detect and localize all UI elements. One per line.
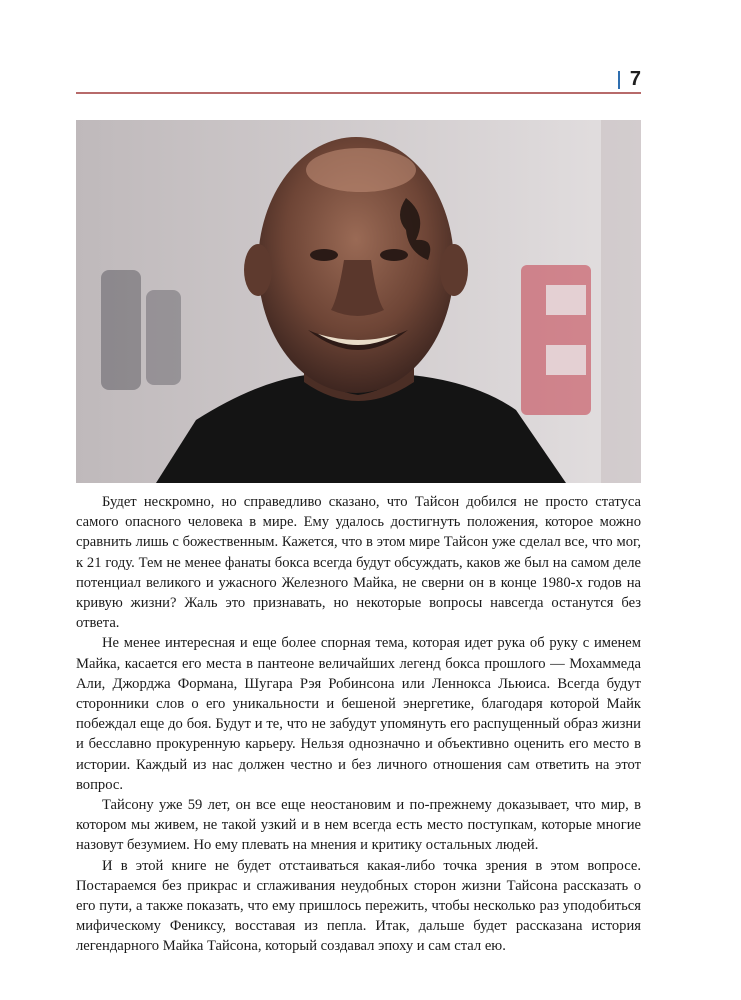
header-rule xyxy=(76,92,641,94)
paragraph-4: И в этой книге не будет отстаиваться какая-либо точка зрения в этом вопросе. Постараемся без прикрас и сглаживания неудобных сторон жизни Тайсона рассказать о его пути, а также показать, что ему пришлось пережить, чтобы несколько раз уподобиться мифическому Фениксу, восставая из пепла. Итак, дальше будет рассказана история легендарного Майка Тайсона, который создавал эпоху и сам стал ею. xyxy=(76,857,641,955)
paragraph-3: Тайсону уже 59 лет, он все еще неостановим и по-прежнему доказывает, что мир, в котором мы живем, не такой узкий и в нем всегда есть место поступкам, которые многие назовут безумием. Но ему плевать на мнения и критику остальных людей. xyxy=(76,797,641,854)
page-number-box xyxy=(618,68,641,91)
portrait-photo xyxy=(76,120,641,483)
paragraph-2: Не менее интересная и еще более спорная тема, которая идет рука об руку с именем Майка, касается его места в пантеоне величайших легенд бокса прошлого — Мохаммеда Али, Джорджа Формана, Шугара Рэя Робинсона или Леннокса Льюиса. Всегда будут сторонники слов о его уникальности и бешеной энергетике, благодаря которой Майк побеждал еще до боя. Будут и те, что не забудут упомянуть его распущенный образ жизни и бесславно прокуренную карьеру. Нельзя однозначно и объективно оценить его место в истории. Каждый из нас должен честно и без личного отношения сам ответить на этот вопрос. xyxy=(76,635,641,793)
portrait-illustration xyxy=(76,120,641,483)
page-number: 7 xyxy=(629,68,641,90)
page-number-accent-bar xyxy=(618,71,620,89)
page-header xyxy=(76,62,641,92)
paragraph-1: Будет нескромно, но справедливо сказано, что Тайсон добился не просто статуса самого опасного человека в мире. Ему удалось достигнуть положения, которое можно сравнить лишь с божественным. Кажется, что в этом мире Тайсон уже сделал все, что мог, к 21 году. Тем не менее фанаты бокса всегда будут обсуждать, каков же был на самом деле потенциал великого и ужасного Железного Майка, не сверни он в конце 1980-х годов на кривую жизни? Жаль это признавать, но некоторые вопросы навсегда останутся без ответа. xyxy=(76,494,641,632)
body-text xyxy=(76,492,641,957)
